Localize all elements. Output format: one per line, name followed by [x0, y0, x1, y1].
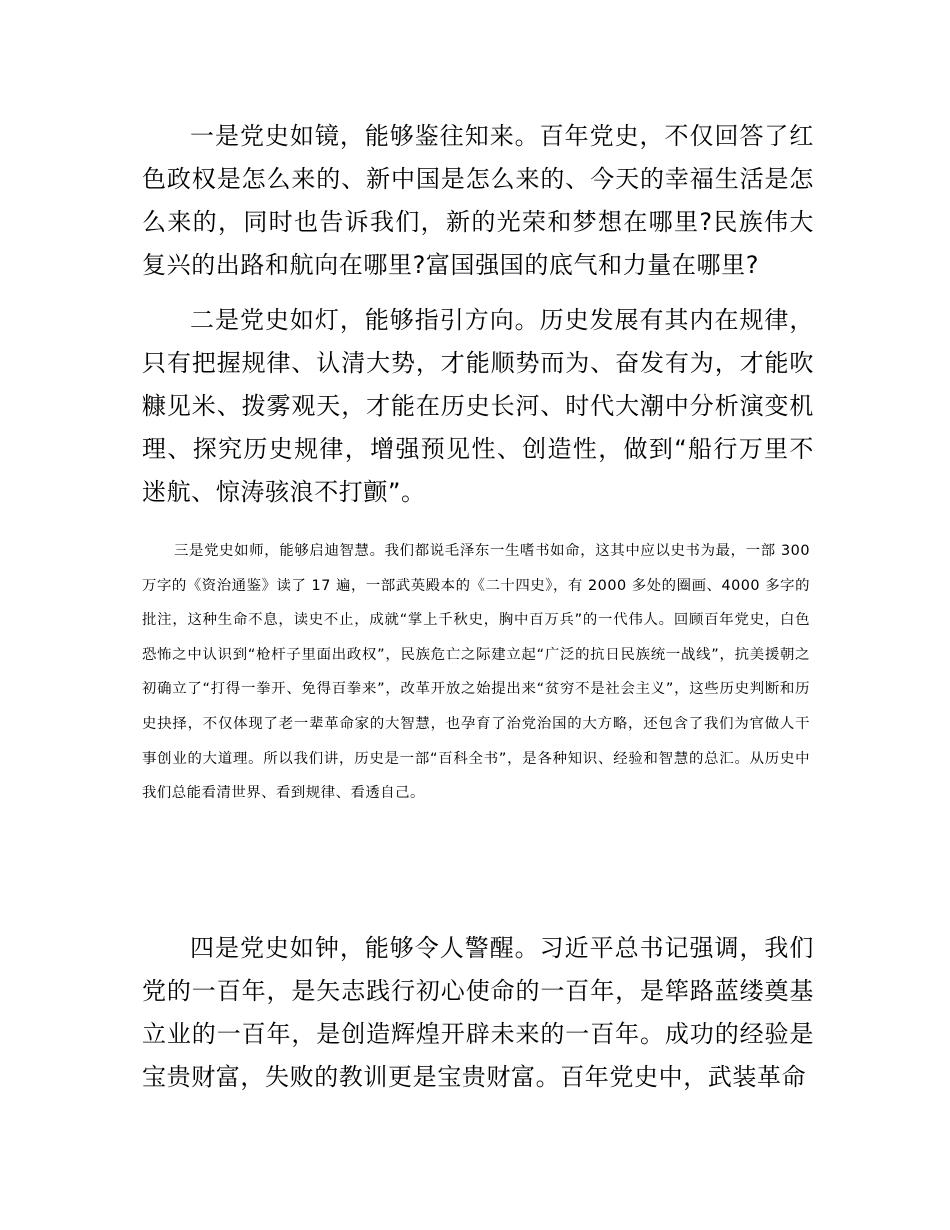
- paragraph-lamp: 二是党史如灯，能够指引方向。历史发展有其内在规律，只有把握规律、认清大势，才能顺势而为、奋发有为，才能吹糠见米、拨雾观天，才能在历史长河、时代大潮中分析演变机理、探究历史规律，增强预见性、创造性，做到“船行万里不迷航、惊涛骇浪不打颤”。: [142, 306, 814, 506]
- paragraph-mirror: 一是党史如镜，能够鉴往知来。百年党史，不仅回答了红色政权是怎么来的、新中国是怎么来的、今天的幸福生活是怎么来的，同时也告诉我们，新的光荣和梦想在哪里?民族伟大复兴的出路和航向在哪里?富国强国的底气和力量在哪里?: [142, 122, 814, 279]
- paragraph-teacher: 三是党史如师，能够启迪智慧。我们都说毛泽东一生嗜书如命，这其中应以史书为最，一部 300 万字的《资治通鉴》读了 17 遍，一部武英殿本的《二十四史》，有 2000 多处的圈画、4000 多字的批注，这种生命不息，读史不止，成就“掌上千秋史，胸中百万兵”的一代伟人。回顾百年党史，白色恐怖之中认识到“枪杆子里面出政权”，民族危亡之际建立起“广泛的抗日民族统一战线”，抗美援朝之初确立了“打得一拳开、免得百拳来”，改革开放之始提出来“贫穷不是社会主义”，这些历史判断和历史抉择，不仅体现了老一辈革命家的大智慧，也孕育了治党治国的大方略，还包含了我们为官做人干事创业的大道理。所以我们讲，历史是一部“百科全书”，是各种知识、经验和智慧的总汇。从历史中我们总能看清世界、看到规律、看透自己。: [142, 543, 810, 802]
- paragraph-bell: 四是党史如钟，能够令人警醒。习近平总书记强调，我们党的一百年，是矢志践行初心使命的一百年，是筚路蓝缕奠基立业的一百年，是创造辉煌开辟未来的一百年。成功的经验是宝贵财富，失败的教训更是宝贵财富。百年党史中，武装革命: [142, 934, 814, 1091]
